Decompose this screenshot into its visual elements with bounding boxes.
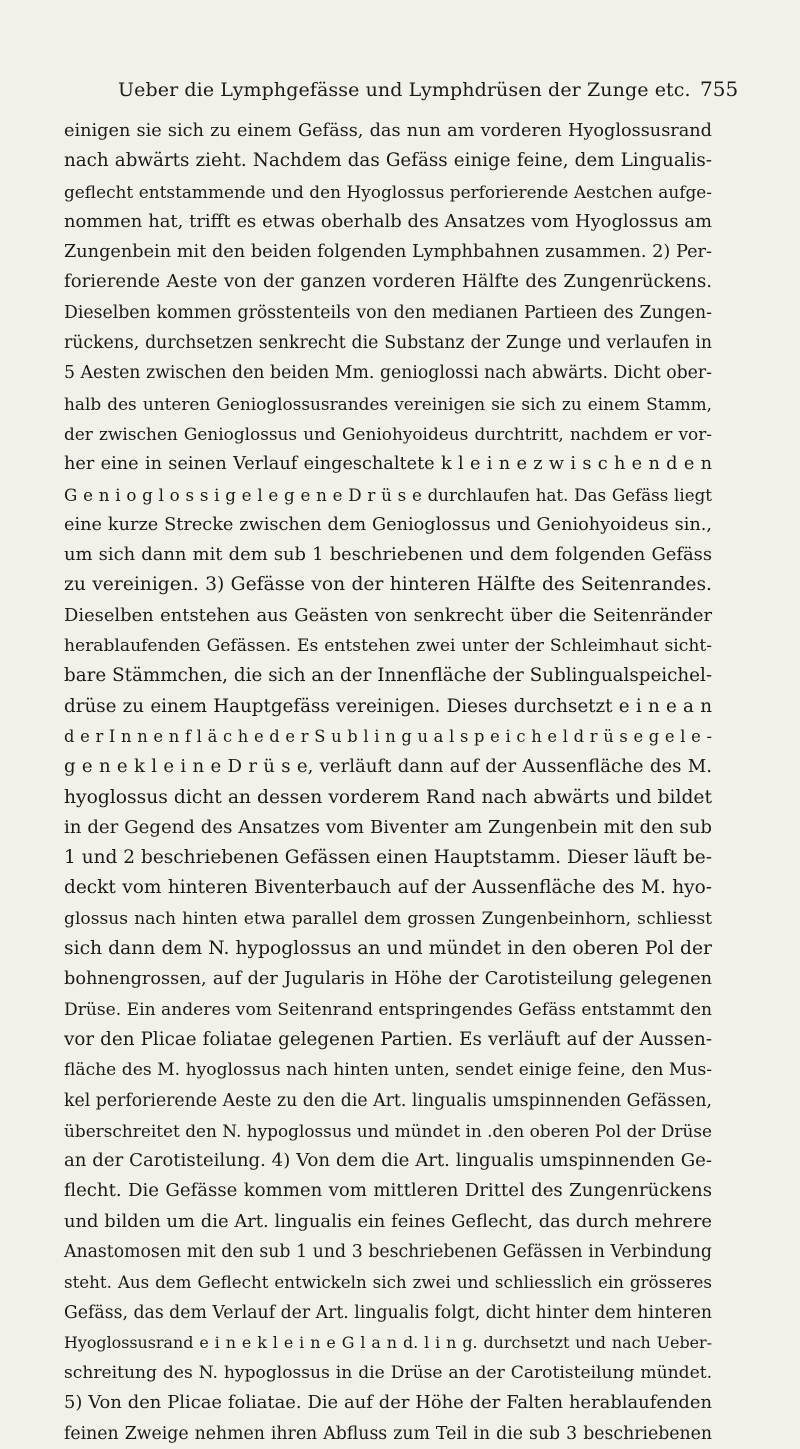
text-line: herablaufenden Gefässen. Es entstehen zwei unter der Schleimhaut sicht- xyxy=(64,636,712,657)
text-line: halb des unteren Genioglossusrandes vereinigen sie sich zu einem Stamm, xyxy=(64,393,712,414)
text-line: deckt vom hinteren Biventerbauch auf der Aussenfläche des M. hyo- xyxy=(64,877,712,899)
text-line: sich dann dem N. hypoglossus an und mündet in den oberen Pol der xyxy=(64,938,712,960)
text-line: g e n e k l e i n e D r ü s e, verläuft dann auf der Aussenfläche des M. xyxy=(64,756,712,778)
text-line: schreitung des N. hypoglossus in die Drüse an der Carotisteilung mündet. xyxy=(64,1363,712,1384)
text-line: der zwischen Genioglossus und Geniohyoideus durchtritt, nachdem er vor- xyxy=(64,423,712,444)
page-number: 755 xyxy=(700,77,739,101)
text-line: 5 Aesten zwischen den beiden Mm. genioglossi nach abwärts. Dicht ober- xyxy=(64,363,712,384)
text-line: fläche des M. hyoglossus nach hinten unten, sendet einige feine, den Mus- xyxy=(64,1060,712,1081)
text-line: forierende Aeste von der ganzen vorderen Hälfte des Zungenrückens. xyxy=(64,271,712,293)
text-line: Gefäss, das dem Verlauf der Art. lingualis folgt, dicht hinter dem hinteren xyxy=(64,1302,713,1323)
text-line: feinen Zweige nehmen ihren Abfluss zum Teil in die sub 3 beschriebenen xyxy=(64,1423,712,1444)
text-line: Drüse. Ein anderes vom Seitenrand entspringendes Gefäss entstammt den xyxy=(64,999,712,1020)
text-line: 5) Von den Plicae foliatae. Die auf der Höhe der Falten herablaufenden xyxy=(64,1392,712,1414)
text-line: eine kurze Strecke zwischen dem Genioglossus und Geniohyoideus sin., xyxy=(64,514,712,535)
text-line: rückens, durchsetzen senkrecht die Substanz der Zunge und verlaufen in xyxy=(64,333,712,354)
text-line: Dieselben kommen grösstenteils von den medianen Partieen des Zungen- xyxy=(64,302,712,323)
text-line: Hyoglossusrand e i n e k l e i n e G l a n d. l i n g. durchsetzt und nach Ueber- xyxy=(64,1332,712,1352)
text-line: Zungenbein mit den beiden folgenden Lymphbahnen zusammen. 2) Per- xyxy=(64,242,712,263)
text-line: in der Gegend des Ansatzes vom Biventer am Zungenbein mit den sub xyxy=(64,816,712,838)
text-line: geflecht entstammende und den Hyoglossus perforierende Aestchen aufge- xyxy=(64,181,712,202)
text-line: bohnengrossen, auf der Jugularis in Höhe der Carotisteilung gelegenen xyxy=(64,969,712,990)
body-text xyxy=(64,116,712,1449)
text-line: und bilden um die Art. lingualis ein feines Geflecht, das durch mehrere xyxy=(64,1210,712,1232)
text-line: drüse zu einem Hauptgefäss vereinigen. Dieses durchsetzt e i n e a n xyxy=(64,695,712,717)
running-title: Ueber die Lymphgefässe und Lymphdrüsen der Zunge etc. xyxy=(118,79,691,101)
text-line: 1 und 2 beschriebenen Gefässen einen Hauptstamm. Dieser läuft be- xyxy=(64,847,712,869)
text-line: überschreitet den N. hypoglossus und mündet in .den oberen Pol der Drüse xyxy=(64,1120,712,1141)
text-line: einigen sie sich zu einem Gefäss, das nun am vorderen Hyoglossusrand xyxy=(64,121,712,141)
text-line: G e n i o g l o s s i g e l e g e n e D r ü s e durchlaufen hat. Das Gefäss liegt xyxy=(64,484,712,505)
text-line: her eine in seinen Verlauf eingeschaltete k l e i n e z w i s c h e n d e n xyxy=(64,454,712,475)
text-line: hyoglossus dicht an dessen vorderem Rand nach abwärts und bildet xyxy=(64,786,712,808)
text-line: bare Stämmchen, die sich an der Innenfläche der Sublingualspeichel- xyxy=(64,665,712,687)
text-line: zu vereinigen. 3) Gefässe von der hinteren Hälfte des Seitenrandes. xyxy=(64,574,712,596)
text-line: vor den Plicae foliatae gelegenen Partien. Es verläuft auf der Aussen- xyxy=(64,1028,712,1050)
text-line: glossus nach hinten etwa parallel dem grossen Zungenbeinhorn, schliesst xyxy=(64,908,712,929)
text-line: kel perforierende Aeste zu den die Art. lingualis umspinnenden Gefässen, xyxy=(64,1090,712,1111)
text-line: steht. Aus dem Geflecht entwickeln sich zwei und schliesslich ein grösseres xyxy=(64,1272,712,1293)
text-line: an der Carotisteilung. 4) Von dem die Art. lingualis umspinnenden Ge- xyxy=(64,1150,712,1172)
text-line: Dieselben entstehen aus Geästen von senkrecht über die Seitenränder xyxy=(64,604,712,626)
text-line: nach abwärts zieht. Nachdem das Gefäss einige feine, dem Lingualis- xyxy=(64,150,712,172)
text-line: um sich dann mit dem sub 1 beschriebenen und dem folgenden Gefäss xyxy=(64,544,712,566)
text-line: flecht. Die Gefässe kommen vom mittleren Drittel des Zungenrückens xyxy=(64,1180,712,1202)
text-line: d e r I n n e n f l ä c h e d e r S u b l i n g u a l s p e i c h e l d r ü s e g e l e - xyxy=(64,726,712,746)
text-line: nommen hat, trifft es etwas oberhalb des Ansatzes vom Hyoglossus am xyxy=(64,210,712,232)
text-line: Anastomosen mit den sub 1 und 3 beschriebenen Gefässen in Verbindung xyxy=(64,1241,712,1262)
